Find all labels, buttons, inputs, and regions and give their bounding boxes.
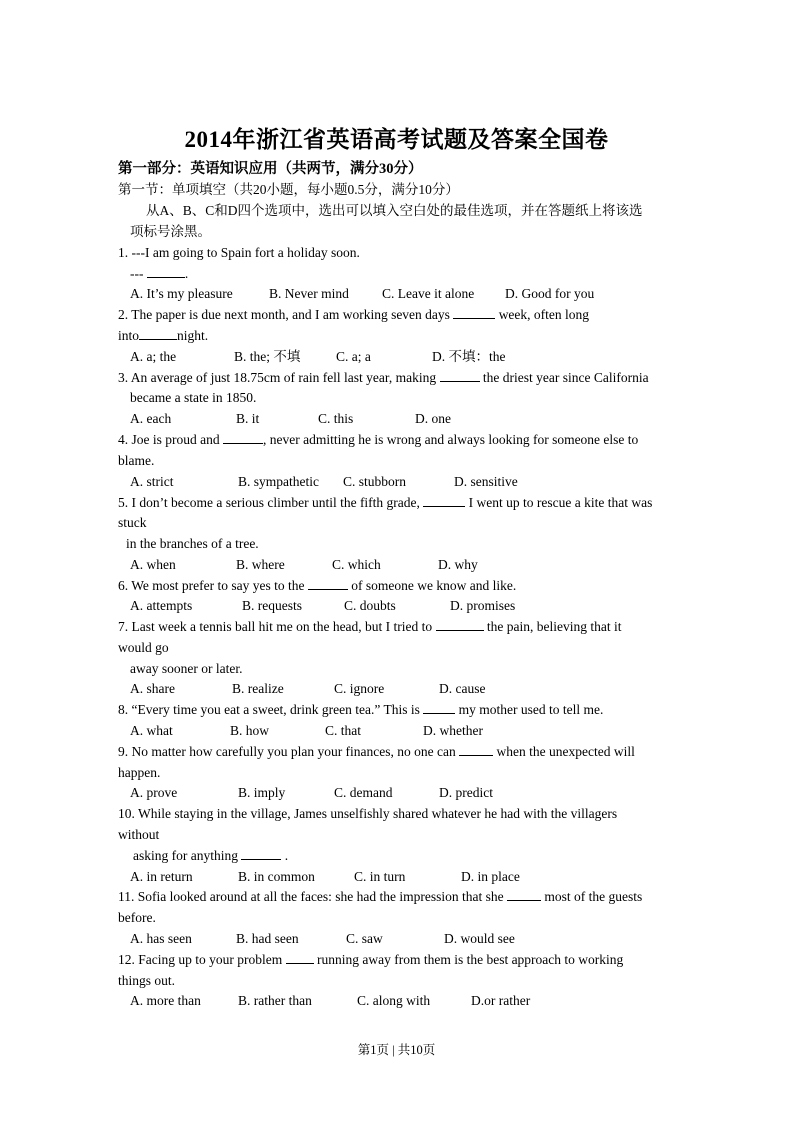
option-a: A. what: [130, 723, 173, 738]
option-a: A. share: [130, 681, 175, 696]
answer-blank: [459, 743, 493, 756]
option-d: D. would see: [444, 931, 515, 946]
question-9-stem: 9. No matter how carefully you plan your finances, no one can when the unexpected will: [118, 744, 635, 759]
option-b: B. requests: [242, 598, 302, 613]
question-7-stem-cont: would go: [118, 640, 169, 655]
instructions-line-2: 项标号涂黑。: [130, 224, 211, 239]
option-c: C. that: [325, 723, 361, 738]
page-footer: 第1页 | 共10页: [357, 1043, 436, 1057]
question-9-stem-cont: happen.: [118, 765, 161, 780]
question-1-stem: 1. ---I am going to Spain fort a holiday soon.: [118, 245, 360, 260]
question-2-stem-cont: into night.: [118, 328, 209, 343]
part1-heading: 第一部分：英语知识应用（共两节，满分30分）: [118, 161, 423, 177]
question-11-stem-cont: before.: [118, 910, 156, 925]
option-b: B. sympathetic: [238, 474, 319, 489]
option-b: B. the; 不填: [234, 349, 301, 364]
question-12-stem-cont: things out.: [118, 973, 176, 988]
answer-blank: [147, 265, 185, 278]
answer-blank: [286, 951, 314, 964]
answer-blank: [241, 847, 281, 860]
option-b: B. in common: [238, 869, 315, 884]
option-c: C. saw: [346, 931, 383, 946]
option-d: D. one: [415, 411, 451, 426]
answer-blank: [423, 494, 465, 507]
option-a: A. when: [130, 557, 176, 572]
question-12-stem: 12. Facing up to your problem running away from them is the best approach to working: [118, 952, 624, 967]
question-10-stem-cont-2: asking for anything .: [133, 848, 289, 863]
option-c: C. stubborn: [343, 474, 407, 489]
option-d: D. cause: [439, 681, 486, 696]
question-10-stem: 10. While staying in the village, James unselfishly shared whatever he had with the villagers: [118, 806, 618, 821]
option-c: C. ignore: [334, 681, 385, 696]
question-11-stem: 11. Sofia looked around at all the faces: she had the impression that she most of the guests: [118, 889, 643, 904]
option-c: C. a; a: [336, 349, 371, 364]
option-c: C. doubts: [344, 598, 396, 613]
option-b: B. realize: [232, 681, 284, 696]
instructions-line-1: 从A、B、C和D四个选项中，选出可以填入空白处的最佳选项，并在答题纸上将该选: [146, 203, 643, 218]
option-a: A. prove: [130, 785, 178, 800]
option-c: C. in turn: [354, 869, 406, 884]
answer-blank: [440, 369, 480, 382]
option-b: B. had seen: [236, 931, 299, 946]
option-a: A. a; the: [130, 349, 177, 364]
question-5-stem: 5. I don’t become a serious climber until the fifth grade, I went up to rescue a kite that was: [118, 495, 653, 510]
option-d: D. promises: [450, 598, 516, 613]
answer-blank: [223, 431, 263, 444]
option-c: C. which: [332, 557, 381, 572]
option-b: B. imply: [238, 785, 286, 800]
option-b: B. where: [236, 557, 285, 572]
answer-blank: [436, 618, 484, 631]
option-b: B. rather than: [238, 993, 312, 1008]
question-3-stem-cont: became a state in 1850.: [130, 390, 257, 405]
answer-blank: [507, 888, 541, 901]
option-a: A. has seen: [130, 931, 192, 946]
option-c: C. demand: [334, 785, 393, 800]
question-6-stem: 6. We most prefer to say yes to the of someone we know and like.: [118, 578, 517, 593]
question-4-stem-cont: blame.: [118, 453, 155, 468]
option-c: C. Leave it alone: [382, 286, 475, 301]
option-c: C. this: [318, 411, 354, 426]
answer-blank: [139, 327, 177, 340]
option-a: A. each: [130, 411, 172, 426]
section1-heading: 第一节：单项填空（共20小题，每小题0.5分，满分10分）: [118, 182, 459, 197]
question-4-stem: 4. Joe is proud and , never admitting he is wrong and always looking for someone else to: [118, 432, 639, 447]
option-d: D. Good for you: [505, 286, 595, 301]
option-b: B. Never mind: [269, 286, 349, 301]
option-b: B. it: [236, 411, 260, 426]
question-5-stem-cont-2: in the branches of a tree.: [126, 536, 259, 551]
option-d: D. whether: [423, 723, 483, 738]
answer-blank: [423, 701, 455, 714]
question-7-stem: 7. Last week a tennis ball hit me on the head, but I tried to the pain, believing that it: [118, 619, 622, 634]
option-d: D. predict: [439, 785, 493, 800]
option-a: A. attempts: [130, 598, 193, 613]
option-a: A. It’s my pleasure: [130, 286, 233, 301]
question-3-stem: 3. An average of just 18.75cm of rain fell last year, making the driest year since California: [118, 370, 649, 385]
option-d: D. sensitive: [454, 474, 518, 489]
page-title: 2014年浙江省英语高考试题及答案全国卷: [184, 127, 609, 152]
option-d: D. 不填：the: [432, 349, 506, 364]
question-2-stem: 2. The paper is due next month, and I am working seven days week, often long: [118, 307, 590, 322]
option-d: D. in place: [461, 869, 520, 884]
question-5-stem-cont: stuck: [118, 515, 147, 530]
question-7-stem-cont-2: away sooner or later.: [130, 661, 243, 676]
option-d: D. why: [438, 557, 478, 572]
option-a: A. strict: [130, 474, 174, 489]
question-8-stem: 8. “Every time you eat a sweet, drink green tea.” This is my mother used to tell me.: [118, 702, 604, 717]
question-1-response: --- .: [130, 266, 189, 281]
answer-blank: [308, 577, 348, 590]
option-a: A. more than: [130, 993, 201, 1008]
option-a: A. in return: [130, 869, 193, 884]
option-d: D.or rather: [471, 993, 531, 1008]
option-b: B. how: [230, 723, 270, 738]
question-10-stem-cont: without: [118, 827, 160, 842]
answer-blank: [453, 306, 495, 319]
option-c: C. along with: [357, 993, 431, 1008]
